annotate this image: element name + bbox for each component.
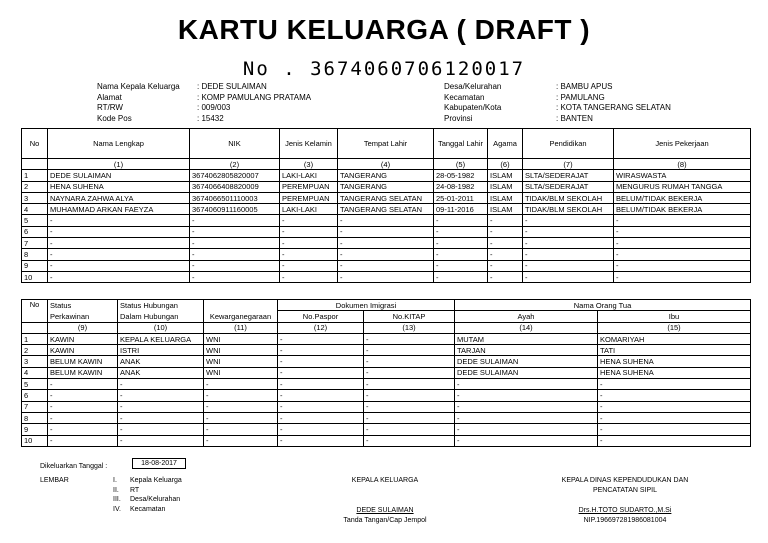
table-cell: - [523,249,614,260]
table-row [22,345,751,356]
table-cell: 7 [22,238,48,249]
table-cell: - [488,271,523,282]
info-value: : KOMP PAMULANG PRATAMA [197,92,312,102]
table-cell: 3674066408820009 [190,181,280,192]
table-cell: - [364,401,455,412]
table-cell: 3 [22,192,48,203]
table-cell: - [190,215,280,226]
colnum: (11) [204,322,278,333]
table-cell: BELUM/TIDAK BEKERJA [614,192,751,203]
lembar-num: IV. [113,505,121,513]
table-cell: KEPALA KELUARGA [118,333,204,344]
table-cell: - [278,435,364,446]
table-cell: 6 [22,390,48,401]
header-agama: Agama [488,129,523,159]
info-label: Kabupaten/Kota [444,103,502,112]
header-no: No [22,129,48,159]
lembar-num: II. [113,486,119,494]
header-kewarganegaraan: Kewarganegaraan [204,311,278,322]
info-label: Provinsi [444,113,473,123]
dinas-name: Drs.H.TOTO SUDARTO.,M.Si [578,507,672,514]
header-pendidikan: Pendidikan [523,129,614,159]
table-cell: - [455,401,598,412]
table-cell: 3 [22,356,48,367]
colnum: (14) [455,322,598,333]
table-cell: - [455,424,598,435]
table-cell: 10 [22,271,48,282]
table-cell: 3674066501110003 [190,192,280,203]
info-label: Kode Pos [97,113,132,123]
table-cell: - [434,260,488,271]
table-cell: - [278,390,364,401]
kk-title: KEPALA KELUARGA [351,477,419,484]
table-cell: - [364,345,455,356]
table-cell: 09-11-2016 [434,204,488,215]
info-value: : 15432 [197,113,224,123]
table-cell: - [280,271,338,282]
header-dokumen-imigrasi: Dokumen Imigrasi [278,300,455,311]
table-cell: 4 [22,204,48,215]
table-cell: WNI [204,333,278,344]
info-value: : KOTA TANGERANG SELATAN [556,103,671,112]
table-row [22,226,751,237]
colnum: (8) [614,159,751,170]
table-cell: - [278,345,364,356]
lembar-text: RT [130,486,140,494]
table-row [22,379,751,390]
table-cell: - [48,424,118,435]
colnum [22,159,48,170]
table-cell: - [455,379,598,390]
table-cell: 7 [22,401,48,412]
table-cell: MUHAMMAD ARKAN FAEYZA [48,204,190,215]
table-cell: - [614,238,751,249]
table-row [22,181,751,192]
header-jenis-kelamin: Jenis Kelamin [280,129,338,159]
table-cell: LAKI-LAKI [280,170,338,181]
table-cell: PEREMPUAN [280,181,338,192]
table-cell: PEREMPUAN [280,192,338,203]
table-row [22,260,751,271]
table-cell: - [488,249,523,260]
table-cell: SLTA/SEDERAJAT [523,181,614,192]
table-cell: - [434,215,488,226]
table-cell: - [278,424,364,435]
table-cell: - [48,238,190,249]
colnum: (5) [434,159,488,170]
table-cell: - [48,412,118,423]
table-cell: 9 [22,424,48,435]
table-row [22,238,751,249]
table-cell: - [118,401,204,412]
table-cell: - [280,249,338,260]
table-cell: - [190,271,280,282]
table-cell: LAKI-LAKI [280,204,338,215]
issued-label: Dikeluarkan Tanggal : [40,463,108,470]
table-cell: 3674060911160005 [190,204,280,215]
table-cell: - [48,401,118,412]
table-cell: - [118,390,204,401]
table-cell: - [204,401,278,412]
info-value: : BANTEN [556,113,593,123]
table-cell: ISLAM [488,204,523,215]
table-cell: NAYNARA ZAHWA ALYA [48,192,190,203]
table-cell: - [614,215,751,226]
table-cell: WNI [204,345,278,356]
table-cell: - [455,412,598,423]
colnum: (6) [488,159,523,170]
table-cell: - [338,238,434,249]
table-cell: 3674062805820007 [190,170,280,181]
colnum: (2) [190,159,280,170]
table-cell: - [118,424,204,435]
table-cell: TARJAN [455,345,598,356]
table-cell: - [278,356,364,367]
table-row [22,249,751,260]
table-cell: - [488,260,523,271]
lembar-text: Kecamatan [130,505,166,513]
colnum: (13) [364,322,455,333]
document-number: No . 3674060706120017 [242,58,526,80]
header-ayah: Ayah [455,311,598,322]
table-cell: - [523,260,614,271]
info-value: : DEDE SULAIMAN [197,82,267,91]
table-cell: - [598,424,751,435]
table-row [22,192,751,203]
table-row [22,424,751,435]
table-cell: - [338,226,434,237]
table-cell: - [48,435,118,446]
family-status-table [21,299,751,447]
table-cell: - [364,435,455,446]
table-cell: HENA SUHENA [598,367,751,378]
colnum: (1) [48,159,190,170]
table-row [22,271,751,282]
table-cell: 2 [22,181,48,192]
table-cell: - [434,271,488,282]
info-label: Nama Kepala Keluarga [97,82,180,91]
lembar-num: I. [113,477,117,484]
table-cell: - [278,333,364,344]
table-cell: - [48,260,190,271]
table-cell: - [488,238,523,249]
table-cell: - [280,260,338,271]
table-cell: TATI [598,345,751,356]
table-cell: - [204,435,278,446]
table-cell: - [488,226,523,237]
table-row [22,356,751,367]
info-value: : BAMBU APUS [556,82,613,91]
table-cell: HENA SUHENA [598,356,751,367]
header-nama-orang-tua: Nama Orang Tua [455,300,751,311]
table-cell: - [614,271,751,282]
table-cell: 5 [22,215,48,226]
table-cell: TANGERANG [338,181,434,192]
table-cell: - [204,379,278,390]
header-status: Status [48,300,118,311]
table-cell: ISLAM [488,170,523,181]
lembar-num: III. [113,496,121,503]
table-cell: - [118,412,204,423]
header-no: No [22,300,48,323]
info-label: RT/RW [97,103,123,112]
colnum: (4) [338,159,434,170]
table-cell: ANAK [118,367,204,378]
table-cell: - [48,390,118,401]
table-cell: - [523,226,614,237]
table-cell: - [455,435,598,446]
table-cell: 1 [22,333,48,344]
table-cell: - [48,215,190,226]
table-cell: ISTRI [118,345,204,356]
table-cell: ISLAM [488,192,523,203]
kk-signature-label: Tanda Tangan/Cap Jempol [343,517,427,524]
table-cell: - [364,356,455,367]
table-cell: 4 [22,367,48,378]
table-row [22,367,751,378]
info-label: Desa/Kelurahan [444,82,502,91]
table-cell: - [434,238,488,249]
table-cell: DEDE SULAIMAN [48,170,190,181]
table-cell: - [204,424,278,435]
table-cell: 9 [22,260,48,271]
colnum: (12) [278,322,364,333]
header-tempat-lahir: Tempat Lahir [338,129,434,159]
table-cell: WIRASWASTA [614,170,751,181]
table-row [22,170,751,181]
table-cell: - [280,238,338,249]
table-cell: TIDAK/BLM SEKOLAH [523,192,614,203]
table-cell: - [598,401,751,412]
kk-name: DEDE SULAIMAN [356,507,414,514]
table-cell: WNI [204,356,278,367]
table-cell: 25-01-2011 [434,192,488,203]
table-cell: SLTA/SEDERAJAT [523,170,614,181]
table-cell: - [614,260,751,271]
table-cell: - [278,412,364,423]
lembar-text: Desa/Kelurahan [130,496,181,503]
table-cell: 10 [22,435,48,446]
info-label: Alamat [97,92,122,102]
info-value: : PAMULANG [556,92,605,102]
table-cell: - [190,260,280,271]
table-cell: - [598,435,751,446]
colnum [22,322,48,333]
table-cell: HENA SUHENA [48,181,190,192]
table-cell: TANGERANG [338,170,434,181]
table-cell: - [614,249,751,260]
table-cell: TIDAK/BLM SEKOLAH [523,204,614,215]
table-row [22,401,751,412]
table-cell: - [614,226,751,237]
table-cell: KOMARIYAH [598,333,751,344]
table-cell: - [598,412,751,423]
table-cell: DEDE SULAIMAN [455,367,598,378]
table-cell: - [434,226,488,237]
lembar-label: LEMBAR [40,477,69,484]
table-cell: 24-08-1982 [434,181,488,192]
table-cell: - [48,226,190,237]
table-cell: BELUM KAWIN [48,356,118,367]
dinas-title [540,476,710,495]
dinas-nip: NIP.196697281986081004 [583,517,667,524]
table-cell: 1 [22,170,48,181]
table-cell: - [278,367,364,378]
table-cell: - [48,379,118,390]
header-dalam-hubungan: Dalam Hubungan [118,311,204,322]
header-paspor: No.Paspor [278,311,364,322]
colnum: (7) [523,159,614,170]
lembar-list [113,476,182,514]
header-tanggal-lahir: Tanggal Lahir [434,129,488,159]
info-value: : 009/003 [197,103,231,112]
table-cell: - [598,379,751,390]
table-cell: - [434,249,488,260]
table-cell: WNI [204,367,278,378]
header-hubungan: Status Hubungan [118,300,204,311]
table-cell: 8 [22,412,48,423]
table-cell: ANAK [118,356,204,367]
table-cell: - [523,238,614,249]
table-cell: 5 [22,379,48,390]
table-cell: - [364,367,455,378]
family-members-table [21,128,751,283]
table-cell: BELUM/TIDAK BEKERJA [614,204,751,215]
table-cell: - [338,249,434,260]
table-cell: - [280,226,338,237]
table-cell: 8 [22,249,48,260]
table-cell: - [118,435,204,446]
table-cell: KAWIN [48,333,118,344]
table-cell: - [523,215,614,226]
table-cell: - [278,379,364,390]
header-nik: NIK [190,129,280,159]
table-row [22,390,751,401]
table-cell: BELUM KAWIN [48,367,118,378]
table-cell: KAWIN [48,345,118,356]
info-label: Kecamatan [444,92,485,102]
table-cell: TANGERANG SELATAN [338,192,434,203]
table-cell: - [598,390,751,401]
table-cell: - [190,238,280,249]
table-cell: - [204,390,278,401]
table-row [22,204,751,215]
table-row [22,435,751,446]
table-cell: - [190,249,280,260]
table-cell: - [455,390,598,401]
table-cell: - [523,271,614,282]
table-row [22,333,751,344]
table-cell: - [338,215,434,226]
header-perkawinan: Perkawinan [48,311,118,322]
table-cell: - [118,379,204,390]
table-cell: MENGURUS RUMAH TANGGA [614,181,751,192]
table-cell: - [488,215,523,226]
colnum: (10) [118,322,204,333]
colnum: (3) [280,159,338,170]
table-cell: - [48,249,190,260]
table-cell: ISLAM [488,181,523,192]
table-cell: - [278,401,364,412]
issued-date: 18-08-2017 [132,458,186,469]
header-pekerjaan: Jenis Pekerjaan [614,129,751,159]
header-kitap: No.KITAP [364,311,455,322]
header-ibu: Ibu [598,311,751,322]
table-cell: - [364,424,455,435]
table-row [22,412,751,423]
table-cell: 2 [22,345,48,356]
dinas-title-line2: PENCATATAN SIPIL [592,486,658,494]
table-cell: - [338,271,434,282]
table-row [22,215,751,226]
table-cell: - [364,333,455,344]
table-cell: - [364,379,455,390]
lembar-text: Kepala Keluarga [130,477,182,484]
table-cell: - [190,226,280,237]
info-left [97,82,311,124]
table-cell: 6 [22,226,48,237]
info-right [444,82,671,124]
table-cell: MUTAM [455,333,598,344]
colnum: (9) [48,322,118,333]
colnum: (15) [598,322,751,333]
table-cell: DEDE SULAIMAN [455,356,598,367]
header-nama: Nama Lengkap [48,129,190,159]
table-cell: - [364,390,455,401]
dinas-title-line1: KEPALA DINAS KEPENDUDUKAN DAN [561,477,689,484]
table-cell: TANGERANG SELATAN [338,204,434,215]
table-cell: 28-05-1982 [434,170,488,181]
table-cell: - [48,271,190,282]
table-cell: - [204,412,278,423]
table-cell: - [280,215,338,226]
table-cell: - [364,412,455,423]
document-title: KARTU KELUARGA ( DRAFT ) [177,14,591,45]
table-cell: - [338,260,434,271]
